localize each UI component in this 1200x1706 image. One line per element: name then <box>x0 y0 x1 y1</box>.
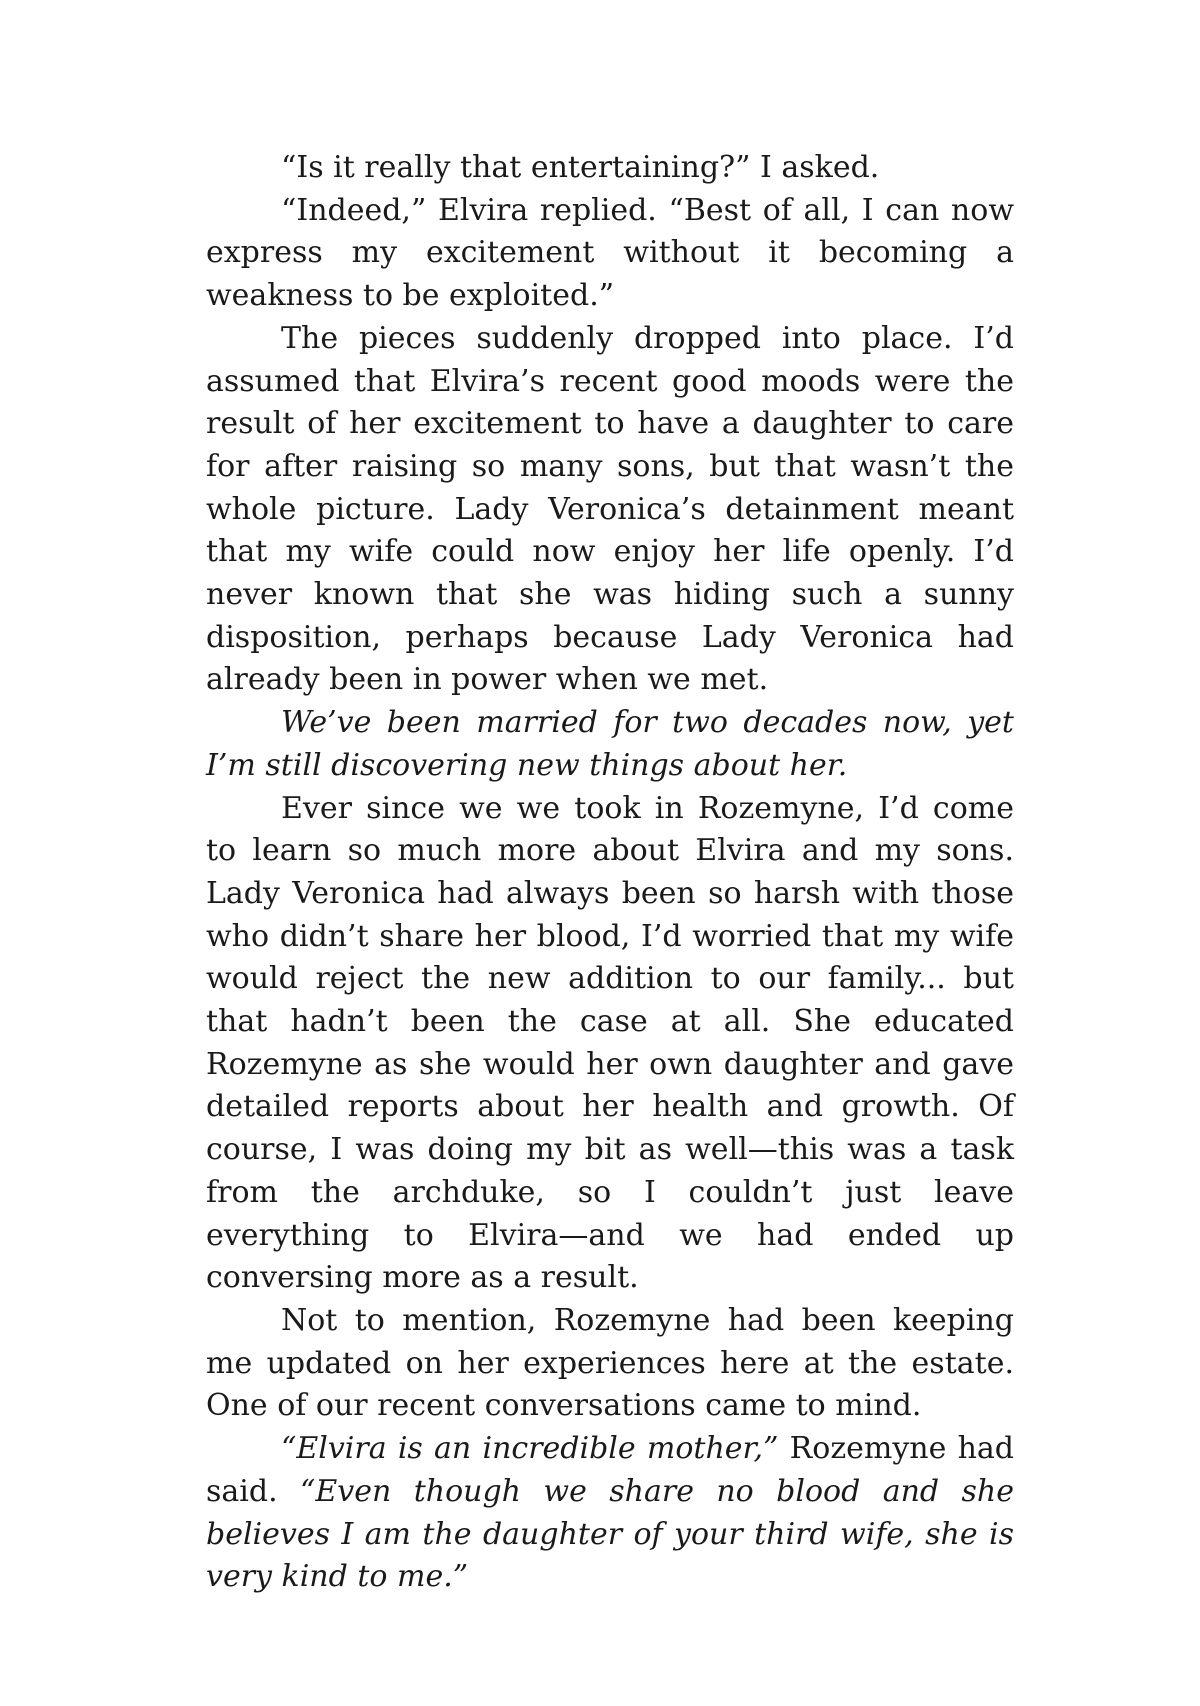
quote-start: “Elvira is an incredible mother,” <box>281 1431 779 1467</box>
body-text <box>206 147 1014 1599</box>
paragraph-2: “Indeed,” Elvira replied. “Best of all, I can now express my excitement without it becoming a weakness to be exploited.” <box>206 192 1014 314</box>
paragraph-7 <box>206 1428 1014 1599</box>
paragraph-5: Ever since we we took in Rozemyne, I’d come to learn so much more about Elvira and my sons. Lady Veronica had always been so harsh with those who didn’t share her blood, I’d worried that my wife would reject the new addition to our family... but that hadn’t been the case at all. She educated Rozemyne as she would her own daughter and gave detailed reports about her health and growth. Of course, I was doing my bit as well—this was a task from the archduke, so I couldn’t just leave everything to Elvira—and we had ended up conversing more as a result. <box>206 790 1014 1296</box>
paragraph-4-inner-thought: We’ve been married for two decades now, yet I’m still discovering new things about her. <box>206 705 1014 783</box>
paragraph-1: “Is it really that entertaining?” I asked. <box>281 150 880 185</box>
quote-end: “Even though we share no blood and she believes I am the daughter of your third wife, she is very kind to me.” <box>206 1473 1014 1595</box>
paragraph-6: Not to mention, Rozemyne had been keeping me updated on her experiences here at the estate. One of our recent conversations came to mind. <box>206 1302 1014 1424</box>
paragraph-3: The pieces suddenly dropped into place. I’d assumed that Elvira’s recent good moods were the result of her excitement to have a daughter to care for after raising so many sons, but that wasn’t the whole picture. Lady Veronica’s detainment meant that my wife could now enjoy her life openly. I’d never known that she was hiding such a sunny disposition, perhaps because Lady Veronica had already been in power when we met. <box>206 320 1014 698</box>
quote-attribution: Rozemyne had said. <box>206 1431 1014 1509</box>
